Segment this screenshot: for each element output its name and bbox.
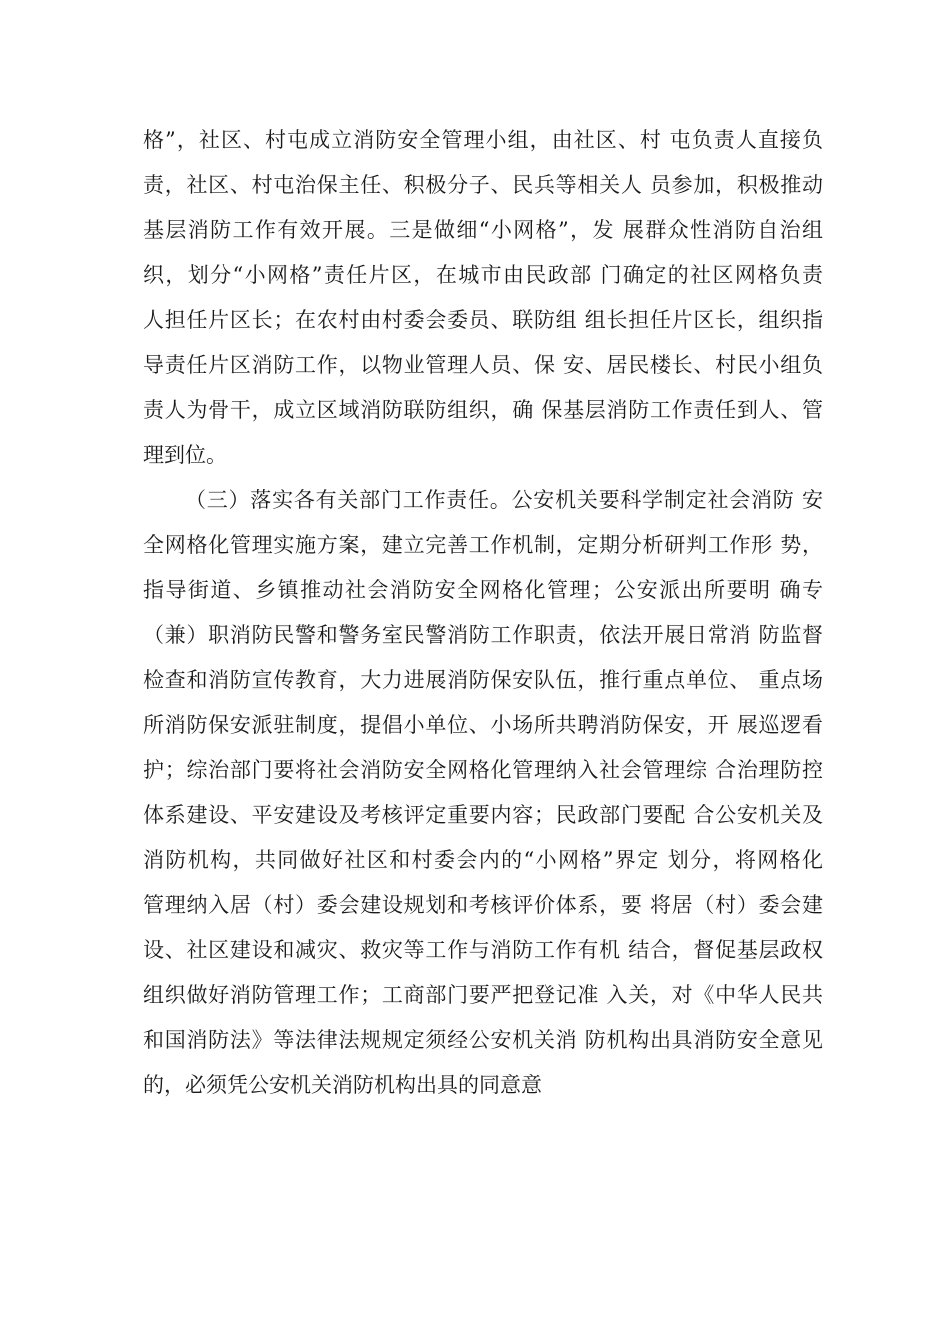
text-line: 人担任片区长；在农村由村委会委员、联防组 组长担任片区长，组织指 <box>143 308 823 332</box>
text-line: 责人为骨干，成立区域消防联防组织，确 保基层消防工作责任到人、管 <box>143 398 823 422</box>
body-text <box>143 118 823 1108</box>
text-line: 检查和消防宣传教育，大力进展消防保安队伍，推行重点单位、 重点场 <box>143 668 823 692</box>
paragraph-end-line: 理到位。 <box>143 443 227 467</box>
text-line: 指导街道、乡镇推动社会消防安全网格化管理；公安派出所要明 确专 <box>143 578 823 602</box>
text-line: 责，社区、村屯治保主任、积极分子、民兵等相关人 员参加，积极推动 <box>143 173 823 197</box>
text-line: 和国消防法》等法律法规规定须经公安机关消 防机构出具消防安全意见 <box>143 1028 823 1052</box>
text-line: 设、社区建设和减灾、救灾等工作与消防工作有机 结合，督促基层政权 <box>143 938 823 962</box>
text-line: 织，划分“小网格”责任片区，在城市由民政部 门确定的社区网格负责 <box>143 263 823 287</box>
text-line: 护；综治部门要将社会消防安全网格化管理纳入社会管理综 合治理防控 <box>143 758 823 782</box>
text-line: 格”，社区、村屯成立消防安全管理小组，由社区、村 屯负责人直接负 <box>143 128 823 152</box>
text-line: 消防机构，共同做好社区和村委会内的“小网格”界定 划分，将网格化 <box>143 848 823 872</box>
text-line: 所消防保安派驻制度，提倡小单位、小场所共聘消防保安，开 展巡逻看 <box>143 713 823 737</box>
text-line: （兼）职消防民警和警务室民警消防工作职责，依法开展日常消 防监督 <box>143 623 823 647</box>
text-line: 基层消防工作有效开展。三是做细“小网格”，发 展群众性消防自治组 <box>143 218 823 242</box>
text-line: 组织做好消防管理工作；工商部门要严把登记准 入关，对《中华人民共 <box>143 983 823 1007</box>
text-line: 导责任片区消防工作，以物业管理人员、保 安、居民楼长、村民小组负 <box>143 353 823 377</box>
section-heading-line: （三）落实各有关部门工作责任。公安机关要科学制定社会消防 安 <box>185 488 823 512</box>
paragraph-end-line: 的，必须凭公安机关消防机构出具的同意意 <box>143 1073 542 1097</box>
text-line: 管理纳入居（村）委会建设规划和考核评价体系，要 将居（村）委会建 <box>143 893 823 917</box>
text-line: 全网格化管理实施方案，建立完善工作机制，定期分析研判工作形 势， <box>143 533 823 557</box>
text-line: 体系建设、平安建设及考核评定重要内容；民政部门要配 合公安机关及 <box>143 803 823 827</box>
